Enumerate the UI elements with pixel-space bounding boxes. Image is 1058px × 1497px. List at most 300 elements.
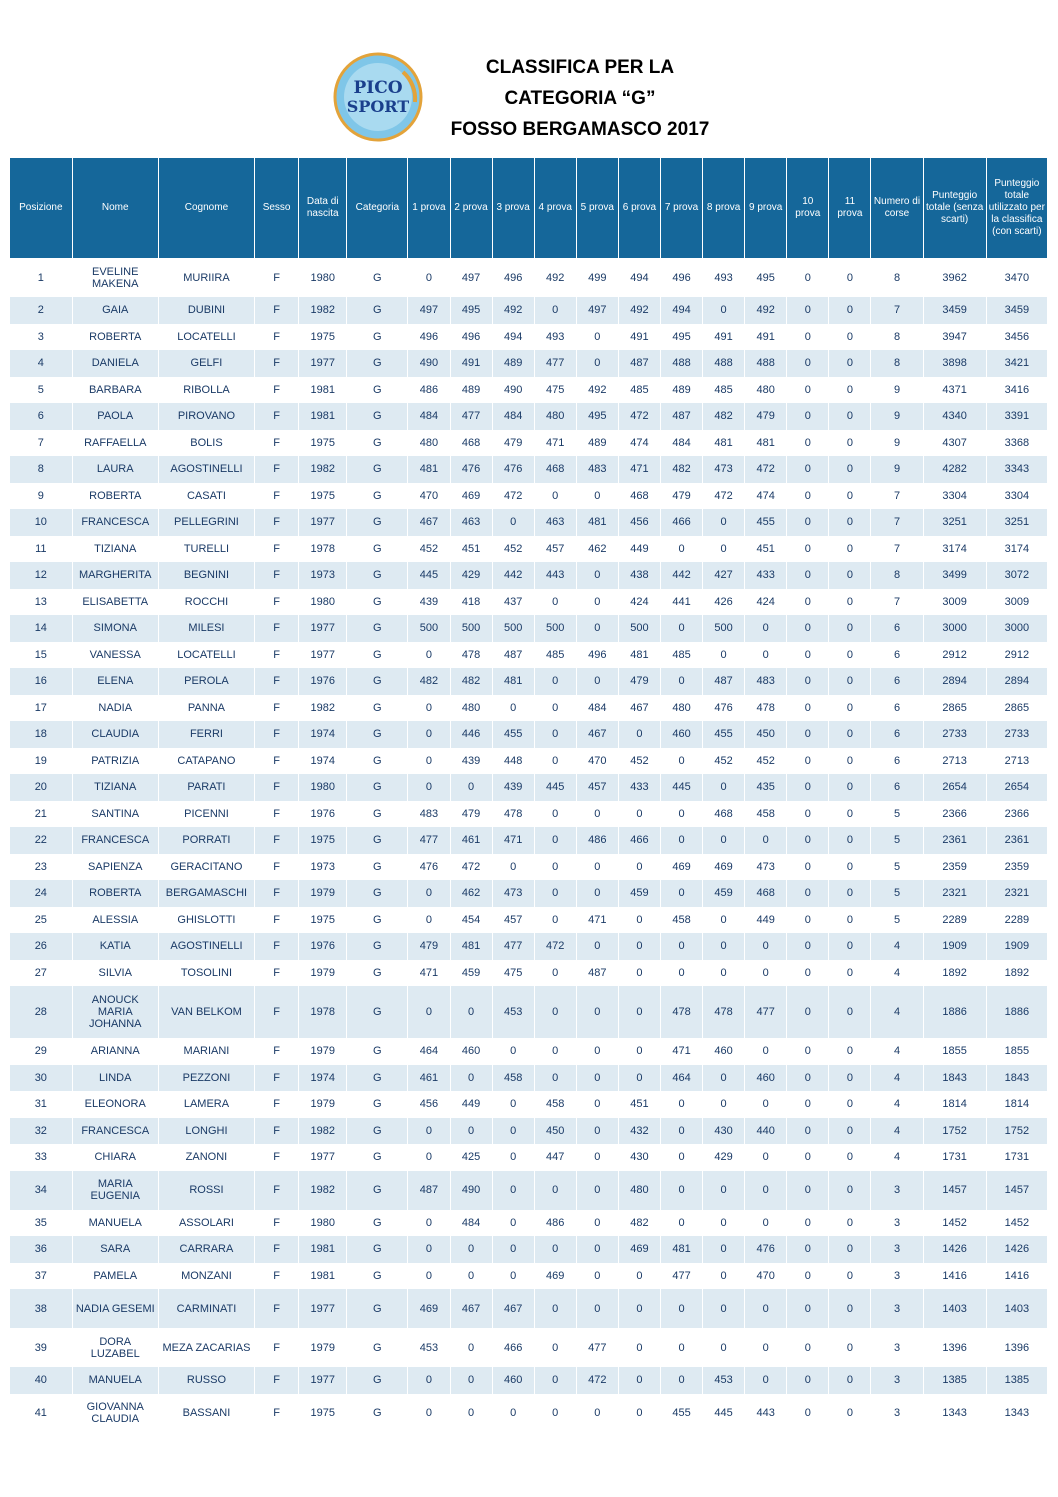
table-cell: 0 [408, 748, 450, 775]
table-cell: G [347, 801, 408, 828]
table-cell: LAMERA [158, 1091, 254, 1118]
table-cell: 34 [10, 1171, 72, 1210]
table-cell: 0 [492, 1171, 534, 1210]
table-cell: 0 [660, 748, 702, 775]
table-cell: 467 [618, 695, 660, 722]
table-cell: 0 [450, 1394, 492, 1433]
table-cell: 482 [703, 403, 745, 430]
table-cell: 0 [829, 615, 871, 642]
table-cell: 0 [618, 907, 660, 934]
table-cell: 448 [492, 748, 534, 775]
table-cell: 490 [450, 1171, 492, 1210]
table-cell: 0 [492, 695, 534, 722]
table-cell: CLAUDIA [72, 721, 158, 748]
table-cell: 439 [492, 774, 534, 801]
table-cell: F [255, 615, 299, 642]
table-cell: ROBERTA [72, 324, 158, 351]
table-cell: 0 [787, 324, 829, 351]
table-cell: 0 [660, 960, 702, 987]
table-cell: 495 [450, 297, 492, 324]
table-cell: 493 [703, 258, 745, 297]
table-cell: 480 [660, 695, 702, 722]
table-cell: 0 [703, 642, 745, 669]
table-cell: 489 [450, 377, 492, 404]
table-cell: 0 [534, 483, 576, 510]
table-cell: 3251 [923, 509, 986, 536]
table-cell: 484 [408, 403, 450, 430]
table-cell: 0 [703, 907, 745, 934]
table-cell: 1976 [299, 933, 347, 960]
table-cell: 0 [576, 350, 618, 377]
table-cell: 446 [450, 721, 492, 748]
table-cell: 15 [10, 642, 72, 669]
table-cell: 451 [745, 536, 787, 563]
table-cell: 489 [660, 377, 702, 404]
table-cell: 0 [703, 536, 745, 563]
table-row [10, 456, 1048, 483]
table-cell: CHIARA [72, 1144, 158, 1171]
table-cell: 0 [829, 1065, 871, 1092]
table-cell: 0 [576, 324, 618, 351]
table-row [10, 615, 1048, 642]
table-cell: 26 [10, 933, 72, 960]
table-cell: 0 [408, 721, 450, 748]
table-cell: G [347, 562, 408, 589]
table-cell: F [255, 1118, 299, 1145]
table-cell: 0 [576, 854, 618, 881]
table-cell: 0 [787, 1171, 829, 1210]
table-cell: 439 [450, 748, 492, 775]
table-cell: RUSSO [158, 1367, 254, 1394]
table-cell: 1979 [299, 960, 347, 987]
table-cell: 478 [450, 642, 492, 669]
table-cell: G [347, 1065, 408, 1092]
table-cell: 2361 [986, 827, 1047, 854]
table-cell: 0 [534, 907, 576, 934]
table-cell: 453 [492, 986, 534, 1038]
table-cell: LOCATELLI [158, 324, 254, 351]
table-cell: 1979 [299, 880, 347, 907]
table-row [10, 1367, 1048, 1394]
table-cell: 438 [618, 562, 660, 589]
table-cell: 3 [871, 1210, 923, 1237]
table-cell: 1385 [986, 1367, 1047, 1394]
table-cell: 3470 [986, 258, 1047, 297]
table-cell: 1416 [986, 1263, 1047, 1290]
table-cell: 0 [787, 1263, 829, 1290]
table-cell: 464 [660, 1065, 702, 1092]
table-cell: PAOLA [72, 403, 158, 430]
table-cell: 3499 [923, 562, 986, 589]
table-cell: 0 [787, 350, 829, 377]
table-cell: 0 [829, 774, 871, 801]
table-cell: 0 [534, 1394, 576, 1433]
table-cell: 0 [576, 1210, 618, 1237]
table-cell: 9 [10, 483, 72, 510]
table-cell: 480 [745, 377, 787, 404]
table-row [10, 960, 1048, 987]
table-cell: 481 [618, 642, 660, 669]
table-cell: 21 [10, 801, 72, 828]
table-cell: 2366 [923, 801, 986, 828]
table-cell: SAPIENZA [72, 854, 158, 881]
table-cell: 0 [829, 1144, 871, 1171]
table-cell: 496 [576, 642, 618, 669]
table-row [10, 1236, 1048, 1263]
table-cell: 0 [787, 1144, 829, 1171]
table-cell: 2894 [923, 668, 986, 695]
table-cell: 472 [576, 1367, 618, 1394]
table-cell: 0 [829, 1367, 871, 1394]
table-cell: 494 [660, 297, 702, 324]
table-cell: RIBOLLA [158, 377, 254, 404]
table-cell: 467 [408, 509, 450, 536]
table-cell: 2366 [986, 801, 1047, 828]
table-cell: 0 [576, 1091, 618, 1118]
table-cell: G [347, 377, 408, 404]
table-cell: 0 [660, 880, 702, 907]
table-cell: 2289 [923, 907, 986, 934]
table-cell: 474 [618, 430, 660, 457]
table-cell: 0 [787, 1367, 829, 1394]
table-cell: 479 [660, 483, 702, 510]
table-cell: 6 [871, 642, 923, 669]
column-header: Sesso [255, 158, 299, 258]
table-cell: 0 [745, 960, 787, 987]
table-cell: 0 [787, 1118, 829, 1145]
table-cell: 476 [703, 695, 745, 722]
table-cell: 439 [408, 589, 450, 616]
table-cell: 3962 [923, 258, 986, 297]
table-cell: 0 [492, 1038, 534, 1065]
table-cell: ELISABETTA [72, 589, 158, 616]
table-cell: 463 [450, 509, 492, 536]
table-cell: 5 [871, 801, 923, 828]
table-row [10, 483, 1048, 510]
table-cell: 452 [408, 536, 450, 563]
table-cell: 0 [408, 880, 450, 907]
column-header: 3 prova [492, 158, 534, 258]
table-cell: 0 [618, 1038, 660, 1065]
table-cell: 455 [703, 721, 745, 748]
table-cell: 1752 [923, 1118, 986, 1145]
table-cell: 477 [534, 350, 576, 377]
table-cell: 1979 [299, 1038, 347, 1065]
table-cell: 40 [10, 1367, 72, 1394]
column-header: Cognome [158, 158, 254, 258]
column-header: Categoria [347, 158, 408, 258]
table-cell: 0 [829, 695, 871, 722]
table-cell: F [255, 1171, 299, 1210]
table-cell: 0 [576, 483, 618, 510]
table-row [10, 642, 1048, 669]
table-cell: 2654 [986, 774, 1047, 801]
table-row [10, 1263, 1048, 1290]
table-cell: 481 [745, 430, 787, 457]
table-cell: 468 [450, 430, 492, 457]
table-cell: 0 [703, 1210, 745, 1237]
column-header: Punteggio totale (senza scarti) [923, 158, 986, 258]
table-cell: 1974 [299, 748, 347, 775]
table-cell: 4 [871, 1038, 923, 1065]
table-cell: 0 [618, 986, 660, 1038]
table-cell: 0 [829, 324, 871, 351]
table-cell: 491 [745, 324, 787, 351]
table-cell: CARMINATI [158, 1289, 254, 1328]
table-cell: 471 [576, 907, 618, 934]
table-cell: G [347, 960, 408, 987]
table-cell: 16 [10, 668, 72, 695]
table-cell: 432 [618, 1118, 660, 1145]
table-cell: F [255, 430, 299, 457]
table-row [10, 509, 1048, 536]
table-cell: 0 [745, 1038, 787, 1065]
table-cell: 0 [829, 880, 871, 907]
table-cell: 0 [787, 1065, 829, 1092]
table-cell: G [347, 933, 408, 960]
table-cell: 478 [745, 695, 787, 722]
table-cell: 488 [745, 350, 787, 377]
table-cell: 0 [787, 1210, 829, 1237]
table-cell: 3391 [986, 403, 1047, 430]
table-cell: 0 [829, 589, 871, 616]
table-cell: 0 [450, 774, 492, 801]
table-cell: PANNA [158, 695, 254, 722]
table-row [10, 1171, 1048, 1210]
table-cell: 477 [745, 986, 787, 1038]
table-cell: 2713 [986, 748, 1047, 775]
table-cell: 0 [787, 1091, 829, 1118]
title-line-3: FOSSO BERGAMASCO 2017 [450, 119, 710, 140]
table-cell: 7 [10, 430, 72, 457]
table-cell: 471 [534, 430, 576, 457]
table-cell: 472 [703, 483, 745, 510]
table-cell: 0 [450, 1328, 492, 1367]
table-cell: 0 [618, 1394, 660, 1433]
table-cell: 1982 [299, 695, 347, 722]
table-cell: 0 [745, 1367, 787, 1394]
table-cell: 11 [10, 536, 72, 563]
table-cell: 0 [618, 933, 660, 960]
table-cell: 466 [618, 827, 660, 854]
table-row [10, 1210, 1048, 1237]
table-cell: 0 [576, 1263, 618, 1290]
table-cell: 1975 [299, 430, 347, 457]
table-cell: 485 [534, 642, 576, 669]
table-cell: 0 [618, 1289, 660, 1328]
table-cell: 493 [534, 324, 576, 351]
table-cell: 469 [703, 854, 745, 881]
table-cell: 492 [534, 258, 576, 297]
table-row [10, 562, 1048, 589]
table-cell: 1385 [923, 1367, 986, 1394]
table-cell: ALESSIA [72, 907, 158, 934]
table-cell: 0 [787, 854, 829, 881]
table-cell: 0 [450, 1367, 492, 1394]
table-cell: 482 [660, 456, 702, 483]
table-cell: 0 [829, 536, 871, 563]
table-cell: 0 [660, 1118, 702, 1145]
table-cell: 469 [660, 854, 702, 881]
table-cell: 0 [829, 1091, 871, 1118]
table-cell: 3304 [986, 483, 1047, 510]
table-cell: 0 [618, 801, 660, 828]
ranking-table [10, 158, 1048, 1433]
table-cell: F [255, 377, 299, 404]
table-cell: 0 [618, 1065, 660, 1092]
table-cell: 0 [703, 1263, 745, 1290]
table-cell: 0 [745, 1210, 787, 1237]
table-cell: PEZZONI [158, 1065, 254, 1092]
table-cell: 3 [871, 1263, 923, 1290]
table-cell: 13 [10, 589, 72, 616]
table-cell: EVELINE MAKENA [72, 258, 158, 297]
table-cell: 0 [703, 774, 745, 801]
table-cell: 469 [408, 1289, 450, 1328]
table-cell: 1403 [986, 1289, 1047, 1328]
table-cell: 459 [450, 960, 492, 987]
table-cell: 471 [660, 1038, 702, 1065]
table-row [10, 589, 1048, 616]
table-cell: G [347, 589, 408, 616]
table-cell: F [255, 1236, 299, 1263]
table-cell: 461 [408, 1065, 450, 1092]
table-cell: 1843 [986, 1065, 1047, 1092]
table-cell: 3368 [986, 430, 1047, 457]
table-cell: 0 [829, 907, 871, 934]
table-cell: 0 [703, 1065, 745, 1092]
table-cell: 1457 [923, 1171, 986, 1210]
table-cell: 2865 [986, 695, 1047, 722]
table-cell: FRANCESCA [72, 509, 158, 536]
table-cell: 0 [829, 456, 871, 483]
table-cell: 472 [618, 403, 660, 430]
table-cell: 0 [450, 1065, 492, 1092]
table-cell: G [347, 456, 408, 483]
table-cell: 1982 [299, 1118, 347, 1145]
table-cell: G [347, 1367, 408, 1394]
table-cell: 0 [576, 1171, 618, 1210]
table-cell: 490 [492, 377, 534, 404]
table-cell: 2733 [986, 721, 1047, 748]
table-cell: 473 [703, 456, 745, 483]
table-cell: 9 [871, 456, 923, 483]
table-cell: 485 [660, 642, 702, 669]
table-cell: 6 [871, 774, 923, 801]
table-row [10, 1144, 1048, 1171]
table-row [10, 258, 1048, 297]
table-row [10, 880, 1048, 907]
table-header-row [10, 158, 1048, 258]
table-cell: 0 [829, 1236, 871, 1263]
table-cell: 10 [10, 509, 72, 536]
table-cell: 0 [787, 536, 829, 563]
table-cell: 33 [10, 1144, 72, 1171]
table-cell: 3898 [923, 350, 986, 377]
table-cell: LINDA [72, 1065, 158, 1092]
table-cell: 486 [576, 827, 618, 854]
table-cell: AGOSTINELLI [158, 456, 254, 483]
table-row [10, 721, 1048, 748]
table-cell: 481 [660, 1236, 702, 1263]
table-cell: F [255, 960, 299, 987]
table-cell: 2321 [923, 880, 986, 907]
table-cell: 474 [745, 483, 787, 510]
table-cell: 3 [871, 1328, 923, 1367]
table-cell: FRANCESCA [72, 1118, 158, 1145]
table-cell: 1980 [299, 1210, 347, 1237]
table-cell: 3000 [923, 615, 986, 642]
table-cell: 3947 [923, 324, 986, 351]
table-cell: F [255, 1328, 299, 1367]
table-cell: 2713 [923, 748, 986, 775]
table-cell: 454 [450, 907, 492, 934]
table-cell: PORRATI [158, 827, 254, 854]
table-cell: G [347, 1171, 408, 1210]
table-cell: G [347, 827, 408, 854]
table-cell: 4 [871, 960, 923, 987]
table-cell: 0 [787, 880, 829, 907]
table-cell: GAIA [72, 297, 158, 324]
table-cell: 479 [745, 403, 787, 430]
table-cell: F [255, 907, 299, 934]
table-cell: 1974 [299, 1065, 347, 1092]
table-cell: 3072 [986, 562, 1047, 589]
table-cell: 495 [745, 258, 787, 297]
table-cell: 476 [408, 854, 450, 881]
table-cell: 1981 [299, 1263, 347, 1290]
table-cell: 3009 [923, 589, 986, 616]
table-cell: 0 [534, 297, 576, 324]
table-cell: F [255, 456, 299, 483]
table-cell: 445 [703, 1394, 745, 1433]
table-cell: 0 [787, 907, 829, 934]
table-cell: VAN BELKOM [158, 986, 254, 1038]
table-cell: 433 [618, 774, 660, 801]
table-cell: F [255, 774, 299, 801]
table-cell: 1978 [299, 986, 347, 1038]
table-cell: 0 [745, 1144, 787, 1171]
table-cell: 1909 [986, 933, 1047, 960]
table-cell: AGOSTINELLI [158, 933, 254, 960]
table-cell: 31 [10, 1091, 72, 1118]
table-cell: G [347, 854, 408, 881]
table-cell: SIMONA [72, 615, 158, 642]
table-cell: 2865 [923, 695, 986, 722]
table-cell: SANTINA [72, 801, 158, 828]
table-cell: 22 [10, 827, 72, 854]
table-cell: GELFI [158, 350, 254, 377]
table-cell: 7 [871, 483, 923, 510]
table-cell: G [347, 1118, 408, 1145]
table-cell: 471 [492, 827, 534, 854]
table-cell: 1814 [923, 1091, 986, 1118]
table-cell: 1975 [299, 827, 347, 854]
table-cell: 36 [10, 1236, 72, 1263]
table-cell: G [347, 1328, 408, 1367]
table-cell: 473 [745, 854, 787, 881]
table-cell: G [347, 1038, 408, 1065]
table-cell: 38 [10, 1289, 72, 1328]
table-cell: PIROVANO [158, 403, 254, 430]
table-cell: 476 [492, 456, 534, 483]
table-cell: 487 [492, 642, 534, 669]
table-cell: MARIANI [158, 1038, 254, 1065]
table-cell: 28 [10, 986, 72, 1038]
table-cell: 4 [871, 1065, 923, 1092]
table-cell: G [347, 324, 408, 351]
table-cell: F [255, 933, 299, 960]
